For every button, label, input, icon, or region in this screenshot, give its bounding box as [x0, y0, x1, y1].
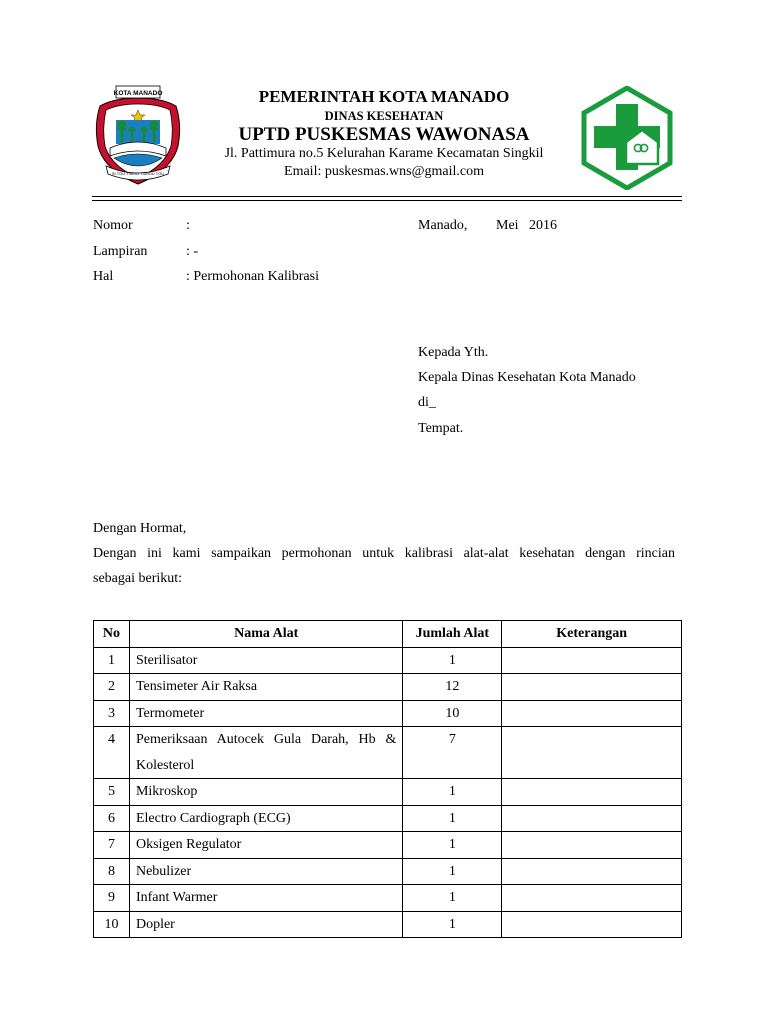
- row-qty: 1: [403, 779, 502, 806]
- kota-manado-emblem-logo: [92, 84, 184, 188]
- row-note: [502, 885, 682, 912]
- row-qty: 1: [403, 858, 502, 885]
- email-line: Email: puskesmas.wns@gmail.com: [284, 164, 484, 179]
- row-name: Pemeriksaan Autocek Gula Darah, Hb & Kolesterol: [129, 727, 402, 779]
- address-line: Jl. Pattimura no.5 Kelurahan Karame Kecamatan Singkil: [224, 146, 544, 161]
- row-note: [502, 832, 682, 859]
- hal-value: : Permohonan Kalibrasi: [186, 269, 319, 284]
- emblem-banner-text: KOTA MANADO: [113, 90, 163, 97]
- row-name: Nebulizer: [129, 858, 402, 885]
- recipient-line-2: Kepala Dinas Kesehatan Kota Manado: [418, 370, 636, 385]
- table-row: [94, 727, 682, 779]
- agency-title: DINAS KESEHATAN: [324, 109, 444, 123]
- recipient-line-3: di_: [418, 395, 436, 410]
- government-title: PEMERINTAH KOTA MANADO: [258, 87, 510, 106]
- row-no: 8: [94, 858, 130, 885]
- row-qty: 12: [403, 674, 502, 701]
- row-qty: 1: [403, 911, 502, 938]
- row-name: Termometer: [129, 700, 402, 727]
- row-name: Dopler: [129, 911, 402, 938]
- institution-title: UPTD PUSKESMAS WAWONASA: [238, 124, 530, 145]
- row-no: 6: [94, 805, 130, 832]
- header-jumlah-alat: Jumlah Alat: [403, 621, 502, 648]
- lampiran-label: Lampiran: [93, 244, 148, 259]
- row-no: 1: [94, 647, 130, 674]
- row-qty: 10: [403, 700, 502, 727]
- row-note: [502, 858, 682, 885]
- table-row: [94, 885, 682, 912]
- row-note: [502, 727, 682, 779]
- row-note: [502, 647, 682, 674]
- header-rule-thick: [92, 196, 682, 197]
- row-name: Sterilisator: [129, 647, 402, 674]
- letter-place: Manado,: [418, 218, 468, 233]
- row-qty: 1: [403, 647, 502, 674]
- letter-date: Mei 2016: [496, 218, 558, 233]
- table-row: [94, 647, 682, 674]
- table-row: [94, 832, 682, 859]
- table-row: [94, 911, 682, 938]
- table-header-row: [94, 621, 682, 648]
- recipient-line-4: Tempat.: [418, 421, 464, 436]
- table-row: [94, 858, 682, 885]
- row-name: Infant Warmer: [129, 885, 402, 912]
- row-no: 7: [94, 832, 130, 859]
- table-row: [94, 700, 682, 727]
- row-note: [502, 674, 682, 701]
- lampiran-value: : -: [186, 244, 199, 259]
- hal-label: Hal: [93, 269, 114, 284]
- row-no: 4: [94, 727, 130, 779]
- row-no: 5: [94, 779, 130, 806]
- row-no: 2: [94, 674, 130, 701]
- equipment-table: [93, 620, 682, 938]
- row-note: [502, 700, 682, 727]
- row-no: 10: [94, 911, 130, 938]
- header-keterangan: Keterangan: [502, 621, 682, 648]
- table-row: [94, 779, 682, 806]
- row-qty: 1: [403, 805, 502, 832]
- row-note: [502, 805, 682, 832]
- row-no: 9: [94, 885, 130, 912]
- nomor-value: :: [186, 218, 190, 233]
- greeting: Dengan Hormat,: [93, 521, 187, 536]
- row-qty: 1: [403, 885, 502, 912]
- row-name: Electro Cardiograph (ECG): [129, 805, 402, 832]
- row-note: [502, 779, 682, 806]
- table-body: [94, 647, 682, 938]
- body-paragraph-line-2: sebagai berikut:: [93, 571, 183, 586]
- row-name: Oksigen Regulator: [129, 832, 402, 859]
- header-rule-thin: [92, 200, 682, 201]
- row-qty: 1: [403, 832, 502, 859]
- nomor-label: Nomor: [93, 218, 133, 233]
- table-row: [94, 674, 682, 701]
- header-no: No: [94, 621, 130, 648]
- emblem-motto-text: SI TOU TIMOU TUMOU TOU: [111, 171, 165, 176]
- row-name: Tensimeter Air Raksa: [129, 674, 402, 701]
- header-nama-alat: Nama Alat: [129, 621, 402, 648]
- row-note: [502, 911, 682, 938]
- body-paragraph-line-1: Dengan ini kami sampaikan permohonan untuk kalibrasi alat-alat kesehatan dengan rincian: [93, 546, 675, 561]
- puskesmas-cross-house-icon: [580, 86, 674, 190]
- row-qty: 7: [403, 727, 502, 779]
- recipient-line-1: Kepada Yth.: [418, 345, 489, 360]
- row-name: Mikroskop: [129, 779, 402, 806]
- row-no: 3: [94, 700, 130, 727]
- table-row: [94, 805, 682, 832]
